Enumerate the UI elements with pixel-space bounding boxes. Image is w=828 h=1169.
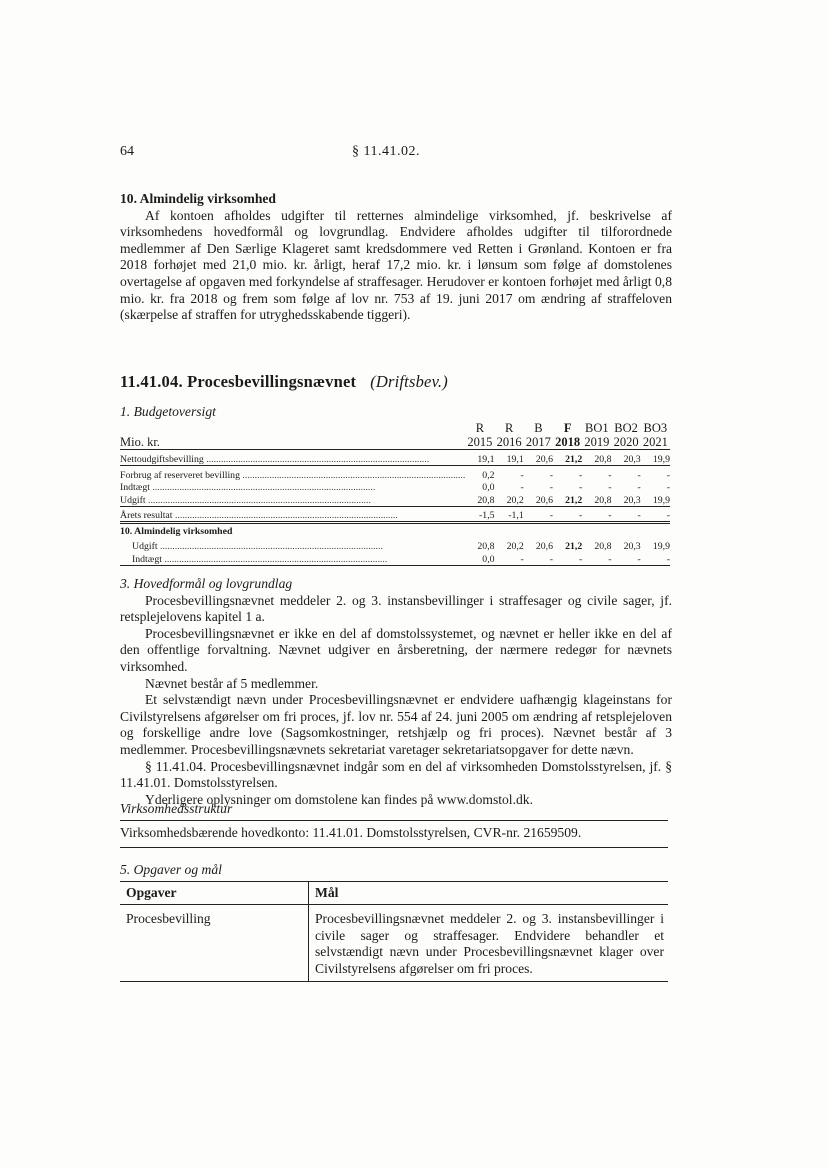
col-header: R 2015 xyxy=(465,421,494,450)
section-title: 3. Hovedformål og lovgrundlag xyxy=(120,576,293,591)
paragraph: Procesbevillingsnævnet meddeler 2. og 3. instansbevillinger i straffesager og civile sager, jf. retsplejelovens kapitel 1 a. xyxy=(120,592,672,625)
table-row: Forbrug af reserveret bevilling ..... 0,2 - - - - - - xyxy=(120,466,670,481)
budget-header-row xyxy=(120,421,670,450)
unit-label: Mio. kr. xyxy=(120,421,465,450)
page-number: 64 xyxy=(120,144,134,159)
table-row xyxy=(120,905,668,982)
goal-cell: Procesbevillingsnævnet meddeler 2. og 3. instansbevillinger i civile sager og straffesager. Endvidere behandler et selvstændigt nævn under Procesbevillingsnævnet klager over Civilstyrelsens afgørelser om fri proces. xyxy=(309,905,669,982)
table-row: Nettoudgiftsbevilling ..... 19,1 19,1 20,6 21,2 20,8 20,3 19,9 xyxy=(120,450,670,466)
main-heading xyxy=(120,372,448,392)
col-header: BO1 2019 xyxy=(582,421,611,450)
table-row: Udgift ..... 20,8 20,2 20,6 21,2 20,8 20,3 19,9 xyxy=(120,493,670,506)
goals-table xyxy=(120,881,668,982)
table-row: 10. Almindelig virksomhed xyxy=(120,522,670,537)
table-row: Årets resultat ..... -1,5 -1,1 - - - - - xyxy=(120,506,670,522)
section-heading: 10. Almindelig virksomhed xyxy=(120,191,276,206)
structure-title: Virksomhedsstruktur xyxy=(120,801,233,816)
col-header: BO2 2020 xyxy=(611,421,640,450)
main-heading-subtitle: (Driftsbev.) xyxy=(370,372,448,391)
section-10-general-activity xyxy=(120,191,672,324)
paragraph-reference: § 11.41.02. xyxy=(352,144,420,159)
goals-header-row xyxy=(120,882,668,905)
budget-table xyxy=(120,421,670,566)
col-header: B 2017 xyxy=(524,421,553,450)
col-header: R 2016 xyxy=(495,421,524,450)
section-5-title: 5. Opgaver og mål xyxy=(120,862,222,877)
table-row: Udgift ..... 20,8 20,2 20,6 21,2 20,8 20,3 19,9 xyxy=(120,537,670,552)
main-heading-title: 11.41.04. Procesbevillingsnævnet xyxy=(120,372,357,391)
goal-header: Mål xyxy=(309,882,669,905)
section-text: Af kontoen afholdes udgifter til retternes almindelige virksomhed, jf. beskrivelse af virksomhedens hovedformål og lovgrundlag. Endvidere afholdes udgifter til tilforordnede medlemmer af Den Særlige Klageret samt kredsdommere ved Retten i Grønland. Kontoen er fra 2018 forhøjet med 21,0 mio. kr. årligt, heraf 17,2 mio. kr. i lønsum som følge af domstolenes overtagelse af opgaven med forkyndelse af straffesager. Herudover er kontoen forhøjet med årligt 0,8 mio. kr. fra 2018 og frem som følge af lov nr. 753 af 19. juni 2017 om ændring af straffeloven (skærpelse af straffen for utryghedsskabende tiggeri). xyxy=(120,207,672,323)
col-header: BO3 2021 xyxy=(641,421,670,450)
col-header: F 2018 xyxy=(553,421,582,450)
table-row: Indtægt ..... 0,0 - - - - - - xyxy=(120,552,670,565)
paragraph: Procesbevillingsnævnet er ikke en del af domstolssystemet, og nævnet er heller ikke en del af den offentlige forvaltning. Nævnet udgiver en årsberetning, der nærmere redegør for nævnets virksomhed. xyxy=(120,625,672,674)
paragraph: § 11.41.04. Procesbevillingsnævnet indgår som en del af virksomheden Domstolsstyrelsen, jf. § 11.41.01. Domstolsstyrelsen. xyxy=(120,758,672,791)
paragraph: Nævnet består af 5 medlemmer. xyxy=(145,675,319,691)
task-cell: Procesbevilling xyxy=(120,905,309,982)
structure-box: Virksomhedsbærende hovedkonto: 11.41.01. Domstolsstyrelsen, CVR-nr. 21659509. xyxy=(120,820,668,848)
table-row: Indtægt ..... 0,0 - - - - - - xyxy=(120,481,670,494)
section-3-purpose xyxy=(120,576,672,808)
budget-title: 1. Budgetoversigt xyxy=(120,404,216,419)
paragraph: Yderligere oplysninger om domstolene kan findes på www.domstol.dk. xyxy=(145,791,533,807)
paragraph: Et selvstændigt nævn under Procesbevillingsnævnet er endvidere uafhængig klageinstans for Civilstyrelsens afgørelser om fri proces, jf. lov nr. 554 af 24. juni 2005 om ændring af retsplejeloven og forskellige andre love (Sagsomkostninger, retshjælp og fri proces). Nævnet består af 3 medlemmer. Procesbevillingsnævnets sekretariat varetager sekretariatsopgaver for dette nævn. xyxy=(120,692,672,757)
task-header: Opgaver xyxy=(120,882,309,905)
